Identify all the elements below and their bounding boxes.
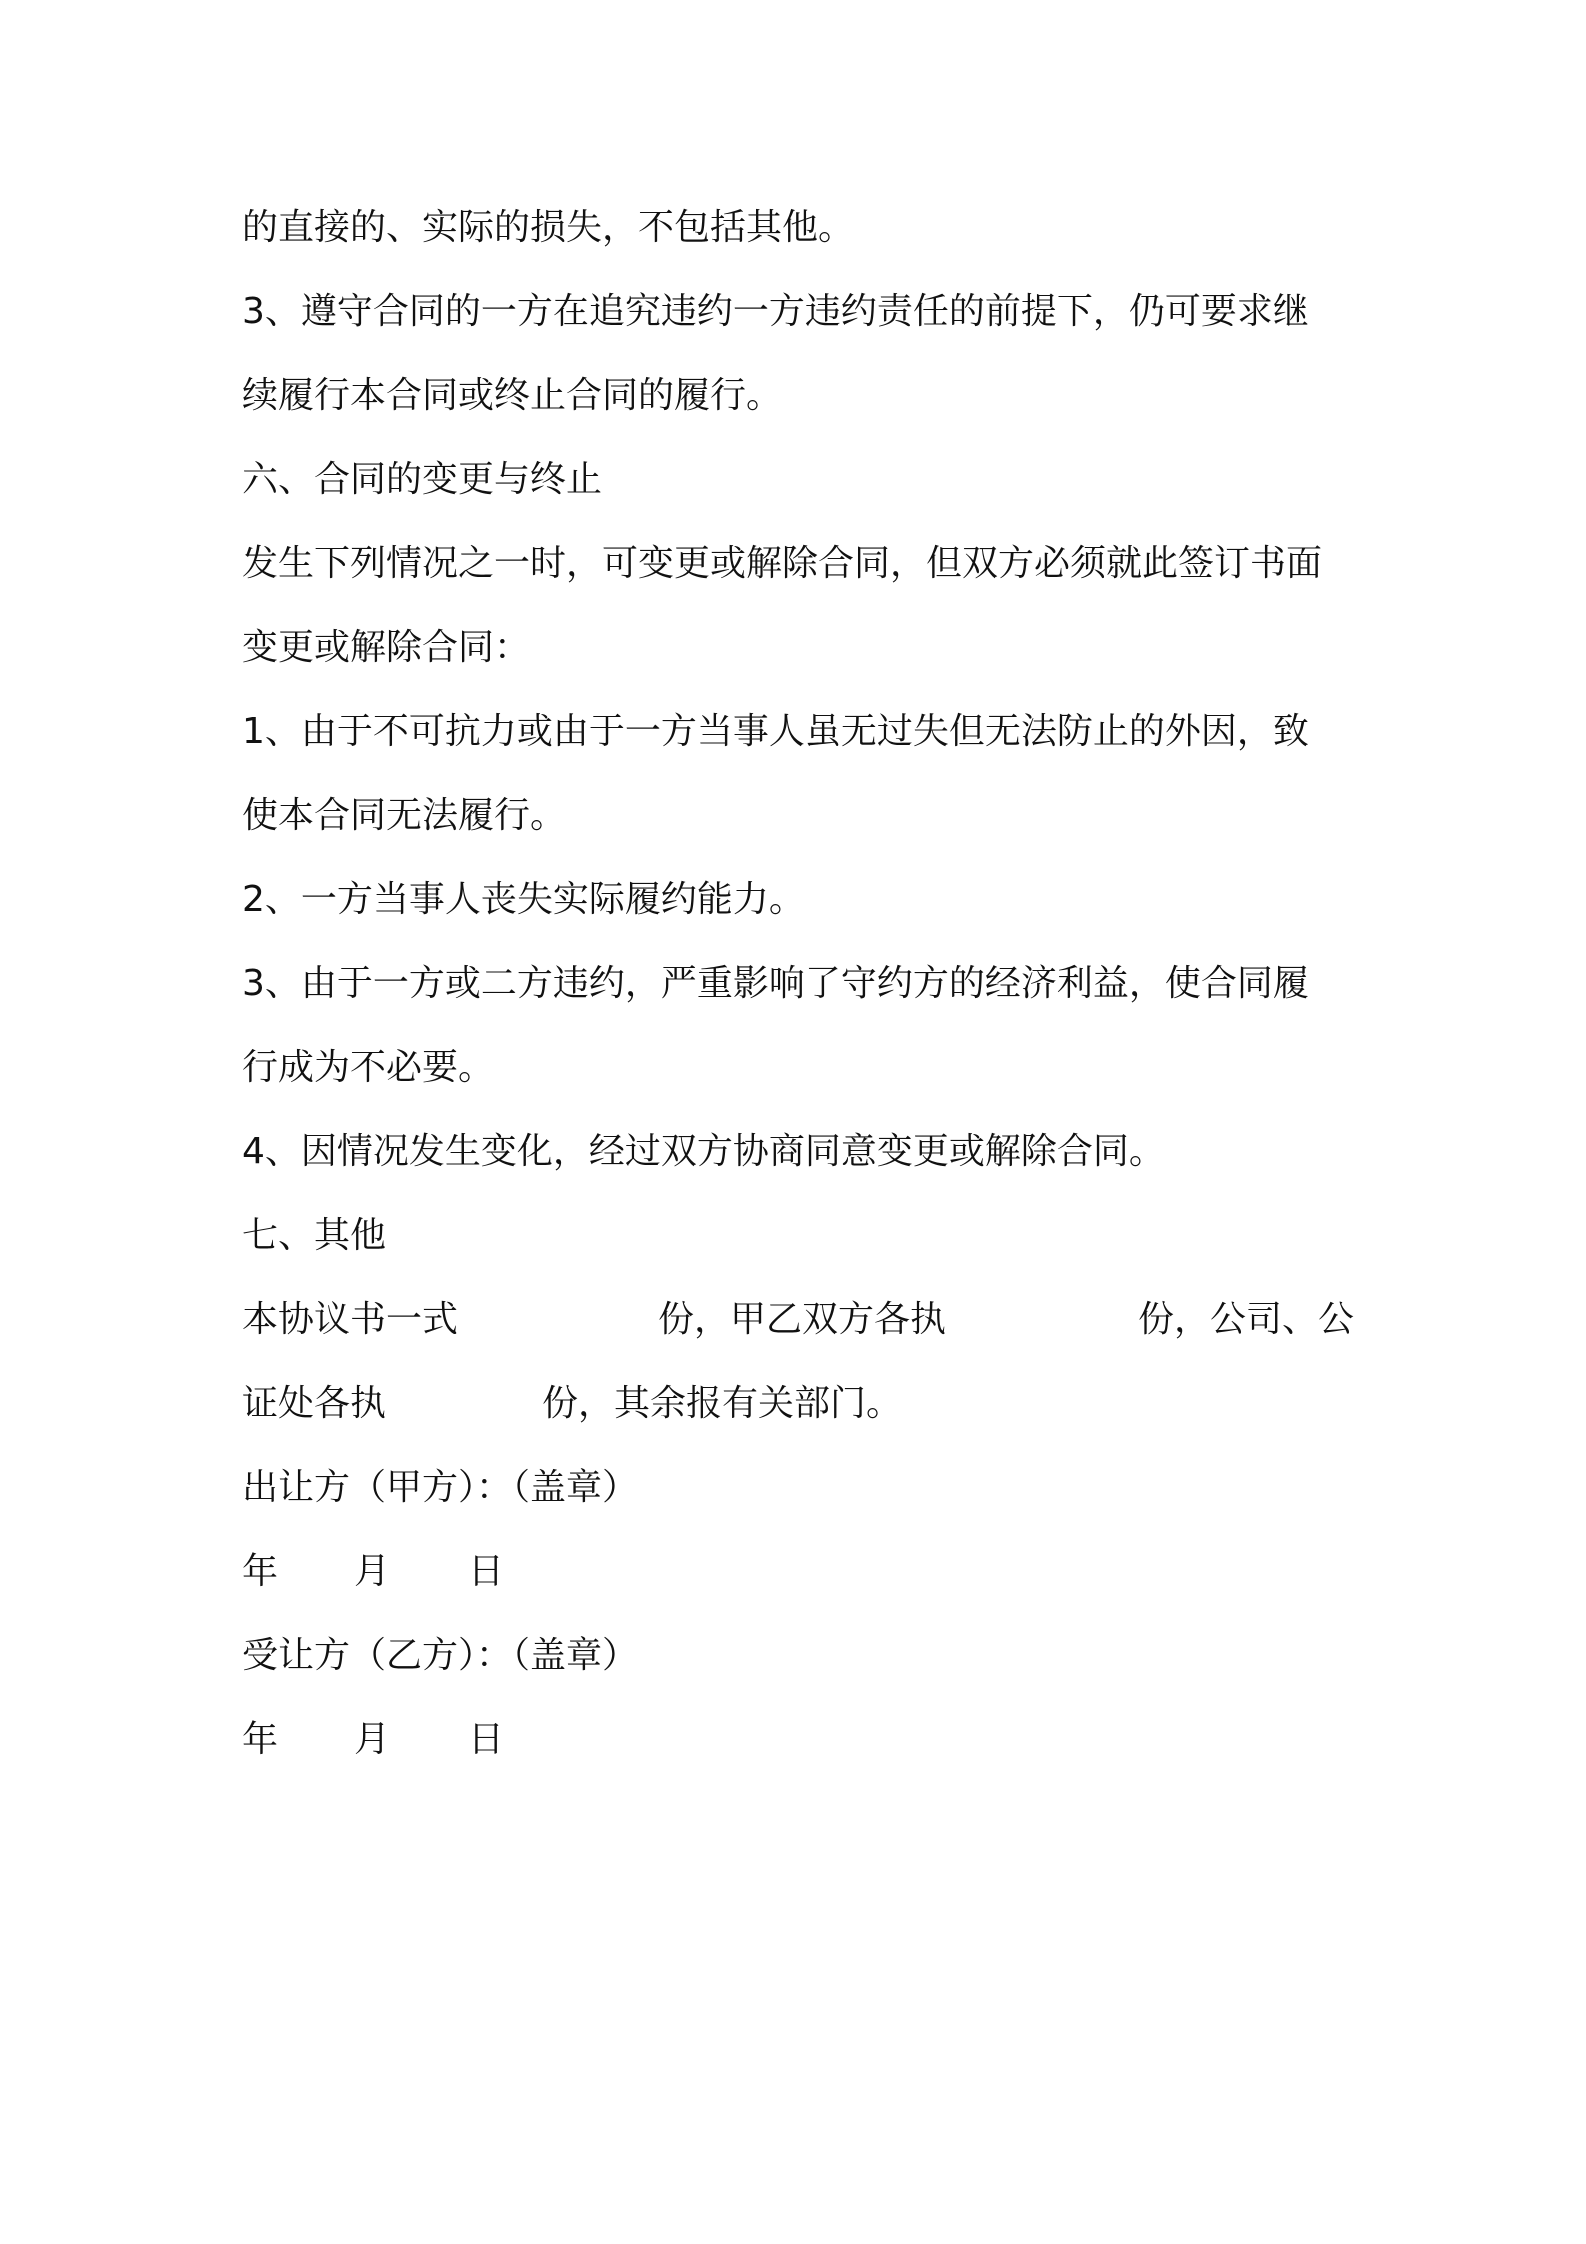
copies-text-d: 证处各执	[242, 1383, 387, 1424]
copies-line-1	[242, 1296, 1362, 1344]
section-heading-six: 六、合同的变更与终止	[242, 459, 603, 500]
clause-6-2: 2、一方当事人丧失实际履约能力。	[242, 879, 805, 920]
copies-text-b: 份，甲乙双方各执	[658, 1299, 947, 1340]
copies-text-c: 份，公司、公	[1138, 1299, 1355, 1340]
party-a-date-line	[242, 1548, 1362, 1596]
date-month-label: 月	[354, 1551, 391, 1592]
clause-6-3-line-2: 行成为不必要。	[242, 1047, 495, 1088]
clause-6-3-line-1: 3、由于一方或二方违约，严重影响了守约方的经济利益，使合同履	[242, 963, 1309, 1004]
copies-text-a: 本协议书一式	[242, 1299, 459, 1340]
clause-6-4: 4、因情况发生变化，经过双方协商同意变更或解除合同。	[242, 1131, 1165, 1172]
clause-6-1-line-2: 使本合同无法履行。	[242, 795, 567, 836]
clause-6-1-line-1: 1、由于不可抗力或由于一方当事人虽无过失但无法防止的外因，致	[242, 711, 1309, 752]
date-day-label: 日	[468, 1719, 505, 1760]
section-heading-seven: 七、其他	[242, 1215, 387, 1256]
date-day-label: 日	[468, 1551, 505, 1592]
section-six-intro-line-2: 变更或解除合同：	[242, 627, 531, 668]
copies-text-e: 份，其余报有关部门。	[542, 1383, 903, 1424]
section-six-intro-line-1: 发生下列情况之一时，可变更或解除合同，但双方必须就此签订书面	[242, 543, 1323, 584]
clause-5-3-line-2: 续履行本合同或终止合同的履行。	[242, 375, 783, 416]
party-a-signature-label: 出让方（甲方）：（盖章）	[242, 1467, 639, 1508]
copies-line-2	[242, 1380, 1362, 1428]
clause-5-3-line-1: 3、遵守合同的一方在追究违约一方违约责任的前提下，仍可要求继	[242, 291, 1309, 332]
date-year-label: 年	[242, 1719, 279, 1760]
date-year-label: 年	[242, 1551, 279, 1592]
paragraph-line: 的直接的、实际的损失，不包括其他。	[242, 207, 855, 248]
date-month-label: 月	[354, 1719, 391, 1760]
party-b-date-line	[242, 1716, 1362, 1764]
party-b-signature-label: 受让方（乙方）：（盖章）	[242, 1635, 639, 1676]
